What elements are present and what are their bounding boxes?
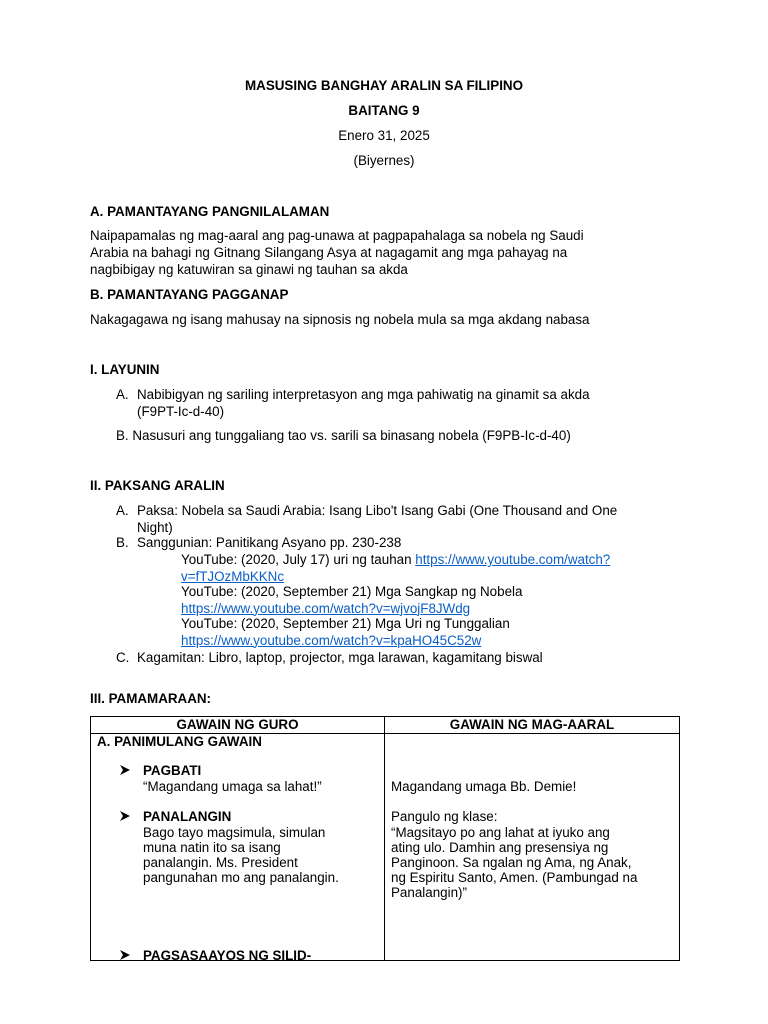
reference-1-link-continued[interactable]: v=fTJOzMbKKNc [181,568,285,584]
paksang-item-c [116,650,696,667]
panalangin-magaaral-line-4: ng Espiritu Santo, Amen. (Pambungad na [391,870,638,885]
panalangin-label: Pangulo ng klase: [391,809,498,824]
reference-3-link[interactable]: https://www.youtube.com/watch?v=kpaHO45C52w [181,632,482,648]
section-b-body: Nakagagawa ng isang mahusay na sipnosis ng nobela mula sa mga akdang nabasa [90,312,590,327]
table-header-row [91,717,680,734]
arrowhead-bullet-icon [119,949,131,960]
pagbati-reply: Magandang umaga Bb. Demie! [391,779,577,794]
paksang-item-c-marker: C. [116,650,130,665]
section-a-body-line-2: Arabia na bahagi ng Gitnang Silangang Asya at nagagamit ang mga pahayag na [90,245,568,260]
grade-level: BAITANG 9 [348,103,420,118]
section-a-heading: A. PAMANTAYANG PANGNILALAMAN [90,204,330,219]
panalangin-guro-line-3: panalangin. Ms. President [143,855,298,870]
reference-2-text: YouTube: (2020, September 21) Mga Sangkap ng Nobela [181,584,523,599]
layunin-item-b: B. Nasusuri ang tunggaliang tao vs. sarili sa binasang nobela (F9PB-Ic-d-40) [116,428,571,443]
paksang-item-a [116,503,696,536]
pamamaraan-heading: III. PAMAMARAAN: [90,691,211,706]
lesson-date: Enero 31, 2025 [338,128,430,143]
layunin-item-a [116,387,696,420]
column-header-magaaral: GAWAIN NG MAG-AARAL [385,717,680,734]
layunin-item-a-marker: A. [116,387,129,402]
panalangin-title: PANALANGIN [143,809,232,824]
reference-3 [181,616,681,649]
arrowhead-bullet-icon [119,810,131,826]
reference-2-link[interactable]: https://www.youtube.com/watch?v=wjvojF8JWdg [181,600,471,616]
paksang-item-b [116,535,696,552]
paksang-item-a-line-1: Paksa: Nobela sa Saudi Arabia: Isang Libo't Isang Gabi (One Thousand and One [137,503,618,518]
panalangin-magaaral-line-5: Panalangin)” [391,885,467,900]
paksang-aralin-heading: II. PAKSANG ARALIN [90,478,225,493]
layunin-heading: I. LAYUNIN [90,362,160,377]
paksang-item-b-marker: B. [116,535,129,550]
layunin-item-a-line-2: (F9PT-Ic-d-40) [137,403,225,419]
document-title: MASUSING BANGHAY ARALIN SA FILIPINO [245,78,523,93]
pagsasaayos-title: PAGSASAAYOS NG SILID- [143,948,312,960]
section-a-body-line-3: nagbibigay ng katuwiran sa ginawi ng tauhan sa akda [90,262,408,277]
reference-2 [181,584,681,617]
guro-cell [91,734,385,961]
section-b-heading: B. PAMANTAYANG PAGGANAP [90,287,289,302]
panimulang-gawain-heading: A. PANIMULANG GAWAIN [97,734,262,749]
pagbati-text: “Magandang umaga sa lahat!” [143,779,322,794]
reference-1 [181,552,681,585]
magaaral-cell [385,734,680,961]
panalangin-guro-line-1: Bago tayo magsimula, simulan [143,825,326,840]
arrowhead-bullet-icon [119,764,131,780]
column-header-guro: GAWAIN NG GURO [91,717,385,734]
section-a-body-line-1: Naipapamalas ng mag-aaral ang pag-unawa at pagpapahalaga sa nobela ng Saudi [90,228,584,243]
paksang-item-a-line-2: Night) [137,519,173,535]
layunin-item-a-line-1: Nabibigyan ng sariling interpretasyon ang mga pahiwatig na ginamit sa akda [137,387,590,402]
reference-3-text: YouTube: (2020, September 21) Mga Uri ng Tunggalian [181,616,510,631]
paksang-item-a-marker: A. [116,503,129,518]
panalangin-magaaral-line-1: “Magsitayo po ang lahat at iyuko ang [391,825,610,840]
paksang-item-c-text: Kagamitan: Libro, laptop, projector, mga larawan, kagamitang biswal [137,650,543,665]
paksang-item-b-text: Sanggunian: Panitikang Asyano pp. 230-238 [137,535,402,550]
panalangin-guro-line-2: muna natin ito sa isang [143,840,281,855]
reference-1-text: YouTube: (2020, July 17) uri ng tauhan [181,552,416,567]
pamamaraan-table [90,716,680,961]
panalangin-magaaral-line-3: Panginoon. Sa ngalan ng Ama, ng Anak, [391,855,632,870]
pagbati-title: PAGBATI [143,763,202,778]
panalangin-magaaral-line-2: ating ulo. Damhin ang presensiya ng [391,840,609,855]
table-row [91,734,680,961]
reference-1-link[interactable]: https://www.youtube.com/watch? [415,552,611,567]
lesson-day: (Biyernes) [353,153,415,168]
panalangin-guro-line-4: pangunahan mo ang panalangin. [143,870,339,885]
